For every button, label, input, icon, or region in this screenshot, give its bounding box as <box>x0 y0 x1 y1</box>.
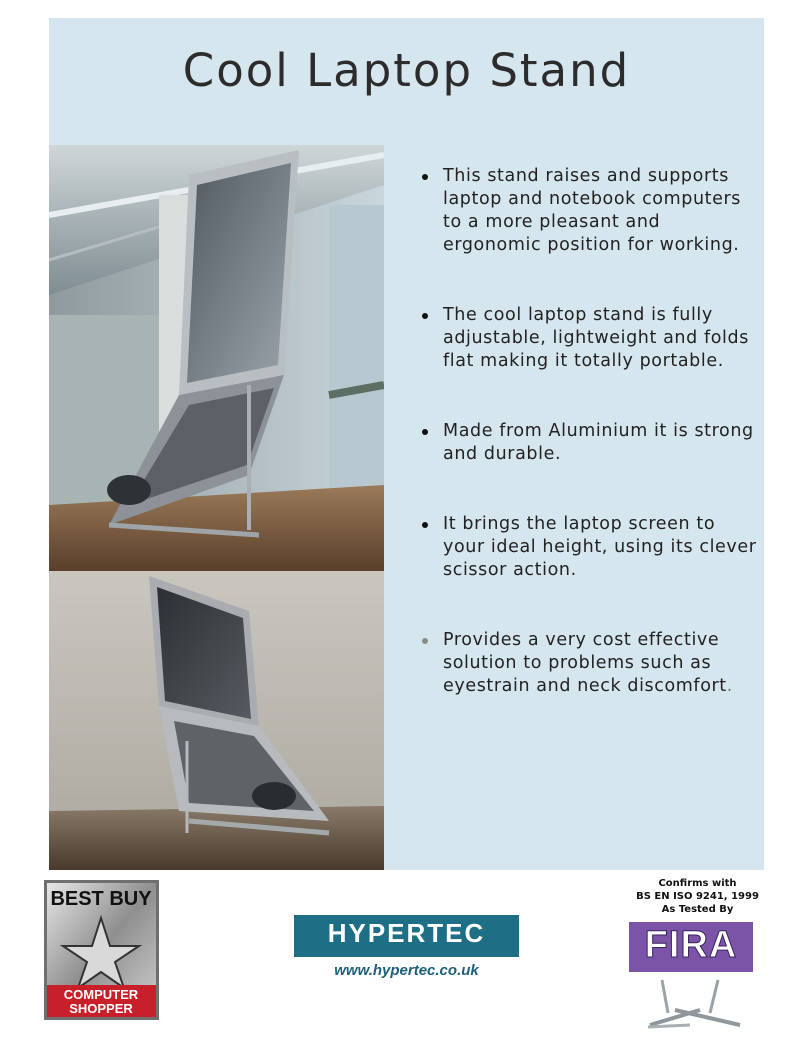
feature-item: The cool laptop stand is fully adjustable, lightweight and folds flat making it totally portable. <box>420 304 760 373</box>
fira-logo-text: FIRA <box>644 924 738 966</box>
page-title: Cool Laptop Stand <box>182 44 631 97</box>
laptop-stand-photo-closeup <box>49 571 384 870</box>
best-buy-text: BEST BUY <box>50 888 152 910</box>
laptop-stand-icon <box>640 975 750 1030</box>
feature-item: Made from Aluminium it is strong and durable. <box>420 420 760 466</box>
hypertec-url[interactable]: www.hypertec.co.uk <box>334 962 479 979</box>
best-buy-badge <box>44 880 159 1020</box>
feature-item <box>420 629 760 698</box>
feature-item-text: Provides a very cost effective solution to problems such as eyestrain and neck discomfort <box>443 630 727 696</box>
hypertec-logo <box>294 915 519 957</box>
certification-line: As Tested By <box>661 904 734 915</box>
laptop-stand-photo-office <box>49 145 384 571</box>
fira-logo <box>629 922 753 972</box>
certification-text <box>605 877 790 916</box>
feature-item: This stand raises and supports laptop and notebook computers to a more pleasant and ergonomic position for working. <box>420 165 760 257</box>
computer-shopper-text: SHOPPER <box>69 1001 133 1016</box>
feature-item: It brings the laptop screen to your ideal height, using its clever scissor action. <box>420 513 760 582</box>
hypertec-logo-text: HYPERTEC <box>327 918 486 948</box>
feature-item-period: . <box>726 676 733 696</box>
feature-list <box>420 165 760 698</box>
certification-line: Confirms with <box>658 878 737 889</box>
computer-shopper-text: COMPUTER <box>63 987 139 1002</box>
certification-line: BS EN ISO 9241, 1999 <box>636 891 759 902</box>
